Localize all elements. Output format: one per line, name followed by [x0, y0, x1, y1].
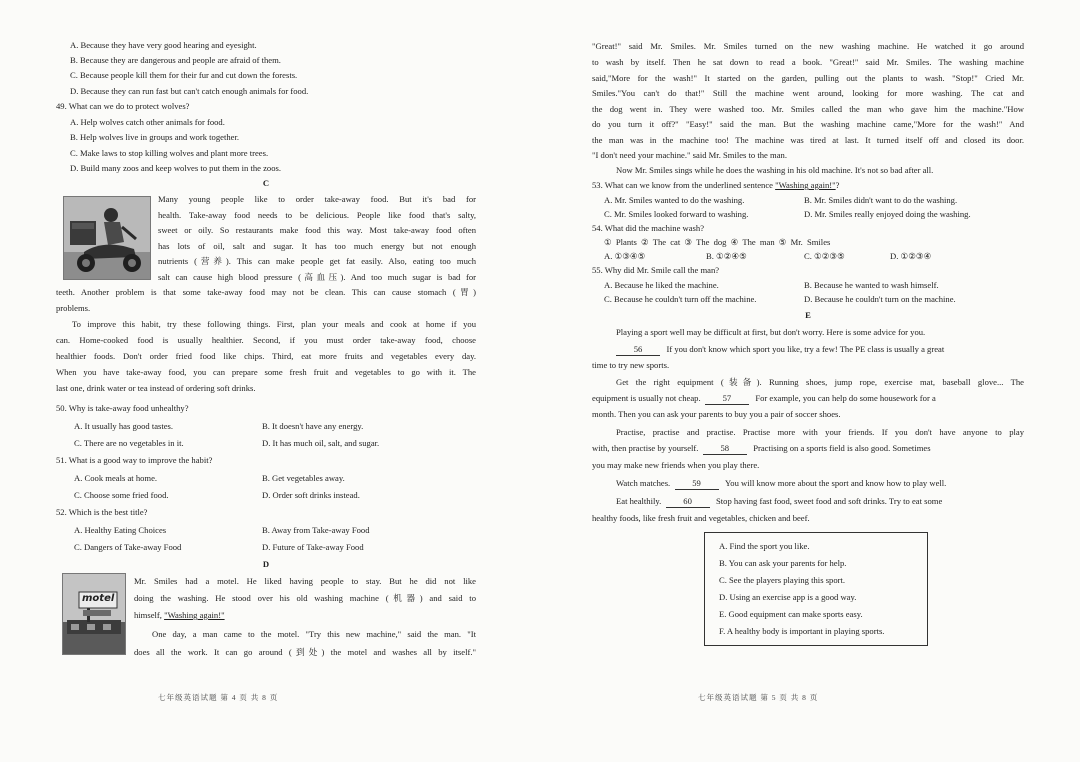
section-c-para2-line: can. Home-cooked food is usually healthier. Second, if you must order take-away food, choose	[56, 335, 476, 345]
section-c-line: nutrients (营养). This can make people get fat easily. Also, eating too much	[158, 256, 476, 266]
section-d-heading: D	[262, 559, 270, 569]
para-57-line2	[592, 391, 936, 407]
q55-option-d: D. Because he couldn't turn on the machine.	[804, 294, 956, 304]
himself-text: himself,	[134, 610, 165, 620]
section-c-line: has lots of oil, salt and sugar. It has too much energy but not enough	[158, 240, 476, 251]
para-60-prefix: Eat healthily.	[616, 496, 662, 506]
para-59	[616, 476, 946, 492]
section-e-intro: Playing a sport well may be difficult at first, but don't worry. Here is some advice for you.	[616, 327, 926, 337]
para-56-line2: time to try new sports.	[592, 360, 670, 370]
q51-question: 51. What is a good way to improve the habit?	[56, 455, 213, 465]
q54-question: 54. What did the machine wash?	[592, 223, 705, 233]
q50-question: 50. Why is take-away food unhealthy?	[56, 403, 189, 413]
section-d-line: Mr. Smiles had a motel. He liked having people to stay. But he did not like	[134, 576, 476, 586]
story-line: the dog went in. They were washed too. Mr. Smiles called the man who gave him the machine."How	[592, 104, 1024, 114]
para-56-line1	[616, 342, 944, 358]
q55-question: 55. Why did Mr. Smile call the man?	[592, 265, 720, 275]
q49-question: 49. What can we do to protect wolves?	[56, 101, 190, 111]
q52-row1	[56, 523, 476, 539]
left-page-footer: 七年级英语试题 第 4 页 共 8 页	[158, 693, 279, 702]
section-e-heading: E	[805, 310, 811, 320]
q54-option-c: C. ①②③⑤	[804, 251, 845, 261]
section-c-line: teeth. Another problem is that some take-away food may not be clean. This can cause stomach (胃)	[56, 287, 476, 297]
q54-option-d: D. ①②③④	[890, 251, 932, 261]
para-57-line1: Get the right equipment (装备). Running shoes, jump rope, exercise mat, baseball glove... The	[616, 377, 1024, 387]
q50-row1	[56, 419, 476, 435]
q53-underlined: "Washing again!"	[775, 180, 836, 190]
section-c-line: health. Take-away food needs to be delicious. People like food that's salty,	[158, 209, 476, 220]
q52-option-a: A. Healthy Eating Choices	[74, 525, 167, 535]
section-c-para2-line: healthier foods. Don't order fried food like chips. Third, eat more fruits and vegetables every day.	[56, 351, 476, 361]
choice-a: A. Find the sport you like.	[719, 541, 810, 551]
para-58-line1: Practise, practise and practise. Practise more with your friends. If you don't have anyone to play	[616, 427, 1024, 437]
q48-option-a: A. Because they have very good hearing and eyesight.	[70, 40, 257, 50]
q52-question: 52. Which is the best title?	[56, 507, 148, 517]
q53-option-a: A. Mr. Smiles wanted to do the washing.	[604, 195, 745, 205]
section-d-para2-line: One day, a man came to the motel. "Try this new machine," said the man. "It	[152, 629, 476, 639]
blank-59[interactable]: 59	[675, 478, 719, 490]
motel-photo	[62, 573, 126, 655]
q51-option-c: C. Choose some fried food.	[74, 490, 169, 500]
section-c-para2-line: When you have take-away food, you can prepare some fresh fruit and vegetables to go with it. The	[56, 367, 476, 377]
para-60	[616, 494, 942, 510]
q49-option-d: D. Build many zoos and keep wolves to put them in the zoos.	[70, 163, 281, 173]
q55-option-c: C. Because he couldn't turn off the machine.	[604, 294, 757, 304]
q53-prefix: 53. What can we know from the underlined sentence	[592, 180, 776, 190]
q49-option-b: B. Help wolves live in groups and work together.	[70, 132, 239, 142]
para-58-line2	[592, 441, 931, 457]
para-56	[616, 342, 1024, 358]
q50-option-b: B. It doesn't have any energy.	[262, 421, 364, 431]
q53-question	[592, 178, 839, 194]
section-d-line: doing the washing. He stood over his old washing machine (机器) and said to	[134, 593, 476, 603]
q50-option-a: A. It usually has good tastes.	[74, 421, 174, 431]
story-line: said,"More for the wash!" It started on the garden, pulling out the plants to wash. "Stop!" Cried Mr.	[592, 73, 1024, 83]
para-60-suffix: Stop having fast food, sweet food and soft drinks. Try to eat some	[716, 496, 943, 506]
q48-option-d: D. Because they can run fast but can't catch enough animals for food.	[70, 86, 309, 96]
story-line: the man was in the machine too! The machine was tired at last. It turned itself off and closed its door.	[592, 135, 1024, 145]
story-line: "I don't need your machine." said Mr. Smiles to the man.	[592, 150, 787, 160]
section-c-para2-line: last one, drink water or tea instead of ordering soft drinks.	[56, 383, 256, 393]
q55-option-b: B. Because he wanted to wash himself.	[804, 280, 939, 290]
choice-f: F. A healthy body is important in playing sports.	[719, 626, 885, 636]
choice-c: C. See the players playing this sport.	[719, 575, 846, 585]
q48-option-c: C. Because people kill them for their fur and cut down the forests.	[70, 70, 298, 80]
right-page-footer: 七年级英语试题 第 5 页 共 8 页	[698, 693, 819, 702]
q51-row1	[56, 471, 476, 487]
para-57-prefix: equipment is usually not cheap.	[592, 393, 701, 403]
story-line: to wash by itself. Then he sat down to read a book. "Great!" said Mr. Smiles. The washing machine	[592, 57, 1024, 67]
para-60-line2: healthy foods, like fresh fruit and vegetables, chicken and beef.	[592, 513, 810, 523]
para-58-prefix: with, then practise by yourself.	[592, 443, 699, 453]
q54-items: ① Plants ② The cat ③ The dog ④ The man ⑤ Mr. Smiles	[604, 237, 831, 247]
blank-58[interactable]: 58	[703, 443, 747, 455]
choice-d: D. Using an exercise app is a good way.	[719, 592, 857, 602]
q53-suffix: ?	[835, 180, 840, 190]
q48-option-b: B. Because they are dangerous and people are afraid of them.	[70, 55, 281, 65]
choice-e: E. Good equipment can make sports easy.	[719, 609, 863, 619]
story-line: "Great!" said Mr. Smiles. Mr. Smiles turned on the new washing machine. He watched it go around	[592, 41, 1024, 51]
q54-option-b: B. ①②④⑤	[706, 251, 747, 261]
q51-option-b: B. Get vegetables away.	[262, 473, 345, 483]
section-c-line: Many young people like to order take-away food. But it's bad for	[158, 194, 476, 204]
blank-60[interactable]: 60	[666, 496, 710, 508]
choices-box	[704, 532, 928, 646]
motel-sign-text: motel	[82, 593, 115, 604]
q51-option-d: D. Order soft drinks instead.	[262, 490, 360, 500]
para-57-suffix: For example, you can help do some housework for a	[755, 393, 936, 403]
q52-option-b: B. Away from Take-away Food	[262, 525, 370, 535]
story-line: do you turn it off?" "Easy!" said the man. But the washing machine came,"More for the wash!" And	[592, 119, 1024, 129]
q53-option-d: D. Mr. Smiles really enjoyed doing the washing.	[804, 209, 971, 219]
q50-row2	[56, 436, 476, 452]
para-57-line3: month. Then you can ask your parents to buy you a pair of soccer shoes.	[592, 409, 841, 419]
q52-option-d: D. Future of Take-away Food	[262, 542, 364, 552]
para-59-suffix: You will know more about the sport and know how to play well.	[724, 478, 947, 488]
story-end: Now Mr. Smiles sings while he does the washing in his old machine. It's not so bad after all.	[616, 165, 934, 175]
section-d-para1-wrapped	[134, 574, 476, 624]
para-58-line3: you may make new friends when you play there.	[592, 460, 760, 470]
q52-row2	[56, 540, 476, 556]
para-58-suffix: Practising on a sports field is also good. Sometimes	[753, 443, 931, 453]
choice-b: B. You can ask your parents for help.	[719, 558, 847, 568]
section-d-line-end	[134, 608, 225, 624]
para-56-text: If you don't know which sport you like, try a few! The PE class is usually a great	[666, 344, 945, 354]
delivery-rider-photo	[63, 196, 151, 280]
q53-option-b: B. Mr. Smiles didn't want to do the washing.	[804, 195, 958, 205]
q50-option-d: D. It has much oil, salt, and sugar.	[262, 438, 380, 448]
q53-option-c: C. Mr. Smiles looked forward to washing.	[604, 209, 749, 219]
q50-option-c: C. There are no vegetables in it.	[74, 438, 184, 448]
section-c-line: sweet or oily. So restaurants make food this way. Most take-away food often	[158, 225, 476, 235]
q52-option-c: C. Dangers of Take-away Food	[74, 542, 182, 552]
section-c-para2-line: To improve this habit, try these following things. First, plan your meals and cook at home if you	[72, 319, 476, 329]
q51-row2	[56, 488, 476, 504]
para-59-prefix: Watch matches.	[616, 478, 671, 488]
section-c-heading: C	[262, 178, 270, 188]
q51-option-a: A. Cook meals at home.	[74, 473, 158, 483]
q55-option-a: A. Because he liked the machine.	[604, 280, 719, 290]
washing-again-underlined: "Washing again!"	[164, 610, 225, 620]
section-c-line: problems.	[56, 303, 91, 313]
q49-option-c: C. Make laws to stop killing wolves and plant more trees.	[70, 148, 269, 158]
q49-option-a: A. Help wolves catch other animals for food.	[70, 117, 225, 127]
section-d-para2-line: does all the work. It can go around (到处) the motel and washes all by itself."	[134, 647, 476, 657]
story-line: Smiles."You can't do that!" Still the machine went around, looking for more washing. The cat and	[592, 88, 1024, 98]
blank-57[interactable]: 57	[705, 393, 749, 405]
section-c-line: salt can cause high blood pressure (高血压). And too much sugar is bad for	[158, 271, 476, 282]
section-c-para1-wrapped	[158, 192, 476, 322]
section-d-para2b	[134, 645, 476, 665]
blank-56[interactable]: 56	[616, 344, 660, 356]
q54-option-a: A. ①③④⑤	[604, 251, 646, 261]
q55-row2	[592, 292, 1024, 308]
